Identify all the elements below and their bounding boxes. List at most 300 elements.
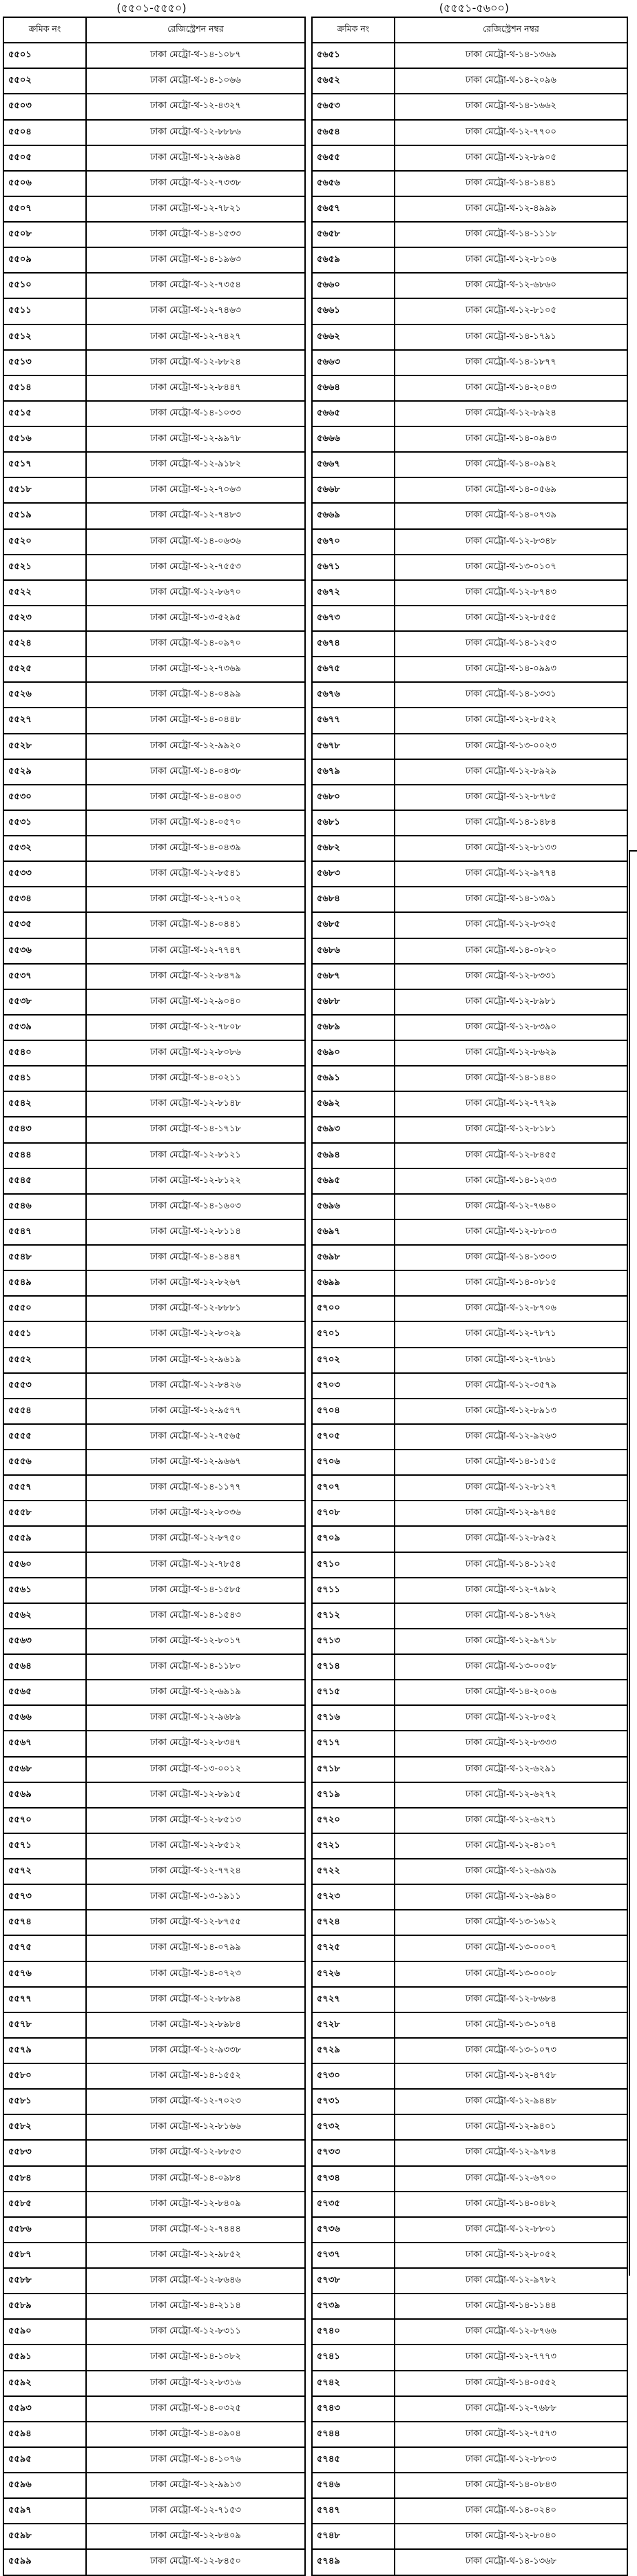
table-row	[3, 989, 305, 1015]
serial-number-cell: ৫৫৪৪	[3, 1143, 86, 1168]
serial-number-cell: ৫৭২৮	[312, 2012, 395, 2038]
registration-number-cell: ঢাকা মেট্রো-থ-১২-৮৪৫০	[86, 2549, 305, 2575]
table-row	[312, 555, 627, 580]
table-row	[3, 298, 305, 324]
serial-number-cell: ৫৬৮৭	[312, 964, 395, 989]
table-row	[3, 2473, 305, 2498]
serial-number-cell: ৫৭৩০	[312, 2063, 395, 2089]
serial-number-cell: ৫৭০৩	[312, 1373, 395, 1399]
table-row	[312, 759, 627, 785]
serial-number-cell: ৫৬৬৪	[312, 375, 395, 401]
table-row	[3, 2549, 305, 2575]
serial-number-cell: ৫৫৪৬	[3, 1194, 86, 1219]
serial-number-cell: ৫৭৪৪	[312, 2422, 395, 2447]
registration-number-cell: ঢাকা মেট্রো-থ-১২-৮৭৫৫	[86, 1910, 305, 1935]
registration-number-cell: ঢাকা মেট্রো-থ-১২-৮১৪৮	[86, 1091, 305, 1117]
serial-number-cell: ৫৫২৩	[3, 606, 86, 631]
registration-number-cell: ঢাকা মেট্রো-থ-১২-৯৯৭৮	[86, 426, 305, 452]
table-row	[3, 1603, 305, 1629]
table-row	[312, 1654, 627, 1680]
serial-number-cell: ৫৫৫৫	[3, 1424, 86, 1450]
table-row	[312, 196, 627, 222]
serial-number-cell: ৫৭০৬	[312, 1450, 395, 1475]
table-row	[3, 1859, 305, 1884]
serial-number-cell: ৫৫২৫	[3, 657, 86, 682]
table-row	[3, 2038, 305, 2063]
serial-number-cell: ৫৫৯২	[3, 2371, 86, 2396]
margin-rule-tick	[629, 850, 637, 852]
table-row	[312, 1603, 627, 1629]
table-row	[312, 1475, 627, 1501]
serial-number-cell: ৫৬৭৩	[312, 606, 395, 631]
registration-number-cell: ঢাকা মেট্রো-থ-১২-৬৯৩৯	[395, 1859, 627, 1884]
table-row	[312, 1117, 627, 1142]
serial-number-cell: ৫৭২৭	[312, 1987, 395, 2012]
table-row	[3, 887, 305, 912]
table-row	[3, 1296, 305, 1321]
registration-number-cell: ঢাকা মেট্রো-থ-১২-৯৬৬৭	[86, 1450, 305, 1475]
serial-number-cell: ৫৭৩২	[312, 2114, 395, 2140]
serial-number-cell: ৫৬৭৫	[312, 657, 395, 682]
table-row	[3, 1910, 305, 1935]
serial-number-cell: ৫৫২১	[3, 555, 86, 580]
serial-number-cell: ৫৫৩০	[3, 785, 86, 810]
table-row	[3, 1040, 305, 1066]
registration-number-cell: ঢাকা মেট্রো-থ-১২-৮১০৫	[395, 298, 627, 324]
serial-number-cell: ৫৭৪৩	[312, 2396, 395, 2422]
registration-number-cell: ঢাকা মেট্রো-থ-১২-৮৬৭০	[86, 580, 305, 606]
registration-number-cell: ঢাকা মেট্রো-থ-১৪-২০৯৬	[395, 68, 627, 94]
serial-number-cell: ৫৫০৪	[3, 120, 86, 145]
serial-number-cell: ৫৫৩৫	[3, 912, 86, 938]
serial-number-cell: ৫৫৭৪	[3, 1910, 86, 1935]
registration-number-cell: ঢাকা মেট্রো-থ-১২-৮৩১১	[86, 2319, 305, 2345]
table-row	[3, 1321, 305, 1347]
serial-number-cell: ৫৬৯৭	[312, 1219, 395, 1245]
registration-number-cell: ঢাকা মেট্রো-থ-১২-৮০২৯	[86, 1321, 305, 1347]
table-row	[312, 1731, 627, 1756]
registration-number-cell: ঢাকা মেট্রো-থ-১২-৮৫১২	[86, 1833, 305, 1859]
serial-number-cell: ৫৬৭৯	[312, 759, 395, 785]
registration-number-cell: ঢাকা মেট্রো-থ-১২-৭৬৪০	[395, 1194, 627, 1219]
serial-number-cell: ৫৫৭৮	[3, 2012, 86, 2038]
registration-number-cell: ঢাকা মেট্রো-থ-১৩-০১০৭	[395, 555, 627, 580]
serial-number-cell: ৫৫৬৫	[3, 1680, 86, 1705]
serial-number-cell: ৫৫৯৮	[3, 2524, 86, 2549]
registration-number-cell: ঢাকা মেট্রো-থ-১২-৮৩১৬	[86, 2371, 305, 2396]
table-row	[3, 1117, 305, 1142]
serial-number-cell: ৫৫৬৯	[3, 1782, 86, 1808]
table-row	[312, 2268, 627, 2294]
serial-number-cell: ৫৫১৮	[3, 477, 86, 503]
table-row	[312, 1348, 627, 1373]
registration-number-cell: ঢাকা মেট্রো-থ-১২-৮৬৮৪	[395, 1987, 627, 2012]
registration-number-cell: ঢাকা মেট্রো-থ-১২-৭৪২৭	[86, 324, 305, 350]
table-row	[3, 2294, 305, 2319]
table-row	[3, 2012, 305, 2038]
table-row	[312, 2012, 627, 2038]
table-row	[3, 2319, 305, 2345]
registration-number-cell: ঢাকা মেট্রো-থ-১২-৭৮০৮	[86, 1015, 305, 1040]
serial-number-cell: ৫৬৯৬	[312, 1194, 395, 1219]
registration-number-cell: ঢাকা মেট্রো-থ-১২-৯৭৮৪	[395, 2140, 627, 2165]
table-row	[312, 1910, 627, 1935]
registration-number-cell: ঢাকা মেট্রো-থ-১২-৮৬২৯	[395, 1040, 627, 1066]
left-range-label: (৫৫০১-৫৫৫০)	[116, 1, 187, 14]
serial-number-cell: ৫৬৬৮	[312, 477, 395, 503]
table-row	[312, 836, 627, 861]
registration-number-cell: ঢাকা মেট্রো-থ-১৪-০৯০৪	[86, 2422, 305, 2447]
table-row	[3, 1219, 305, 1245]
table-row	[312, 2192, 627, 2217]
table-row	[312, 580, 627, 606]
registration-number-cell: ঢাকা মেট্রো-থ-১৪-২০০৬	[395, 1680, 627, 1705]
registration-number-cell: ঢাকা মেট্রো-থ-১২-৭১৫৩	[86, 2498, 305, 2524]
table-row	[312, 1859, 627, 1884]
table-row	[3, 2166, 305, 2192]
registration-number-cell: ঢাকা মেট্রো-থ-১২-৮৪৪৭	[86, 375, 305, 401]
serial-number-cell: ৫৫৫৭	[3, 1475, 86, 1501]
registration-number-cell: ঢাকা মেট্রো-থ-১২-৮৫১৩	[86, 1808, 305, 1833]
serial-number-cell: ৫৫০৫	[3, 145, 86, 171]
serial-number-cell: ৫৭৪৬	[312, 2473, 395, 2498]
table-row	[312, 810, 627, 836]
serial-number-cell: ৫৬৬১	[312, 298, 395, 324]
serial-number-cell: ৫৬৮২	[312, 836, 395, 861]
registration-number-cell: ঢাকা মেট্রো-থ-১৩-১০৭৩	[395, 2038, 627, 2063]
table-row	[3, 1270, 305, 1296]
registration-number-cell: ঢাকা মেট্রো-থ-১৪-০৯৪২	[395, 452, 627, 477]
serial-number-cell: ৫৭১৭	[312, 1731, 395, 1756]
table-row	[3, 2422, 305, 2447]
registration-number-cell: ঢাকা মেট্রো-থ-১৪-১৩৯১	[395, 887, 627, 912]
registration-number-cell: ঢাকা মেট্রো-থ-১৪-০৪৩৯	[86, 836, 305, 861]
registration-number-cell: ঢাকা মেট্রো-থ-১৪-১০৩৩	[86, 401, 305, 426]
table-row	[3, 1757, 305, 1782]
serial-number-cell: ৫৫১৫	[3, 401, 86, 426]
table-row	[312, 1935, 627, 1961]
serial-number-cell: ৫৫৭০	[3, 1808, 86, 1833]
serial-number-cell: ৫৫৭৩	[3, 1884, 86, 1910]
registration-number-cell: ঢাকা মেট্রো-থ-১২-৮৩৩১	[395, 964, 627, 989]
table-row	[3, 2089, 305, 2114]
table-row	[312, 1296, 627, 1321]
serial-number-cell: ৫৭৪১	[312, 2345, 395, 2370]
registration-number-cell: ঢাকা মেট্রো-থ-১২-৯৫৭৭	[86, 1399, 305, 1424]
registration-number-cell: ঢাকা মেট্রো-থ-১২-৮১৬৬	[86, 2114, 305, 2140]
registration-number-cell: ঢাকা মেট্রো-থ-১২-৮০৩৬	[86, 1501, 305, 1526]
serial-number-cell: ৫৭৪৭	[312, 2498, 395, 2524]
serial-number-cell: ৫৭২২	[312, 1859, 395, 1884]
serial-number-cell: ৫৫১৩	[3, 350, 86, 375]
serial-number-cell: ৫৫৬৬	[3, 1705, 86, 1731]
registration-number-cell: ঢাকা মেট্রো-থ-১৪-০৫৬৯	[395, 477, 627, 503]
serial-number-cell: ৫৫৭১	[3, 1833, 86, 1859]
registration-number-cell: ঢাকা মেট্রো-থ-১২-৮৯১৩	[395, 1399, 627, 1424]
table-row	[312, 1015, 627, 1040]
registration-number-cell: ঢাকা মেট্রো-থ-১২-৯৬৮৯	[86, 1705, 305, 1731]
table-row	[3, 810, 305, 836]
serial-number-cell: ৫৭১৩	[312, 1629, 395, 1654]
serial-number-cell: ৫৫৪৯	[3, 1270, 86, 1296]
serial-number-cell: ৫৫৬৭	[3, 1731, 86, 1756]
serial-number-cell: ৫৭২৯	[312, 2038, 395, 2063]
registration-number-cell: ঢাকা মেট্রো-থ-১৪-০৫৭০	[86, 810, 305, 836]
registration-number-cell: ঢাকা মেট্রো-থ-১৪-০৯৭০	[86, 631, 305, 657]
registration-number-cell: ঢাকা মেট্রো-থ-১২-৮৪৭৯	[86, 964, 305, 989]
table-row	[3, 1015, 305, 1040]
serial-number-cell: ৫৬৮৪	[312, 887, 395, 912]
serial-number-cell: ৫৫৭৯	[3, 2038, 86, 2063]
table-row	[3, 836, 305, 861]
table-row	[312, 1526, 627, 1552]
table-row	[3, 708, 305, 733]
serial-number-cell: ৫৬৭০	[312, 529, 395, 555]
registration-number-cell: ঢাকা মেট্রো-থ-১২-৭৪৪৪	[86, 2217, 305, 2243]
serial-number-cell: ৫৭০১	[312, 1321, 395, 1347]
table-row	[3, 1935, 305, 1961]
table-row	[3, 1526, 305, 1552]
serial-number-cell: ৫৭৩১	[312, 2089, 395, 2114]
registration-number-cell: ঢাকা মেট্রো-থ-১৪-২১১৪	[86, 2294, 305, 2319]
table-row	[3, 1961, 305, 1987]
serial-number-cell: ৫৫৬২	[3, 1603, 86, 1629]
registration-number-cell: ঢাকা মেট্রো-থ-১৪-১৮৭৭	[395, 350, 627, 375]
serial-number-cell: ৫৫২৭	[3, 708, 86, 733]
registration-number-cell: ঢাকা মেট্রো-থ-১৪-১৫৪৩	[86, 1603, 305, 1629]
table-row	[3, 1884, 305, 1910]
registration-number-cell: ঢাকা মেট্রো-থ-১২-৮১২৭	[395, 1475, 627, 1501]
table-row	[3, 2063, 305, 2089]
registration-number-cell: ঢাকা মেট্রো-থ-১২-৯৬১৯	[86, 1348, 305, 1373]
table-row	[312, 2089, 627, 2114]
table-row	[312, 1629, 627, 1654]
table-row	[3, 1501, 305, 1526]
serial-number-cell: ৫৭৪৯	[312, 2549, 395, 2575]
serial-number-cell: ৫৫৫০	[3, 1296, 86, 1321]
table-row	[3, 1066, 305, 1091]
serial-number-cell: ৫৬৯৪	[312, 1143, 395, 1168]
registration-number-cell: ঢাকা মেট্রো-থ-১২-৬২৯১	[395, 1757, 627, 1782]
table-row	[312, 1578, 627, 1603]
table-row	[312, 1884, 627, 1910]
registration-number-cell: ঢাকা মেট্রো-থ-১২-৭৫৬৫	[86, 1424, 305, 1450]
table-row	[312, 1450, 627, 1475]
serial-number-cell: ৫৭৩৭	[312, 2243, 395, 2268]
serial-number-cell: ৫৭২৬	[312, 1961, 395, 1987]
table-row	[312, 1399, 627, 1424]
registration-number-cell: ঢাকা মেট্রো-থ-১২-৮৪২৬	[86, 1373, 305, 1399]
serial-number-cell: ৫৬৭২	[312, 580, 395, 606]
registration-number-cell: ঢাকা মেট্রো-থ-১২-৭৭৪৭	[86, 938, 305, 964]
registration-number-cell: ঢাকা মেট্রো-থ-১৪-০৯৪৩	[395, 426, 627, 452]
registration-number-cell: ঢাকা মেট্রো-থ-১৪-১০৮২	[86, 2345, 305, 2370]
serial-number-cell: ৫৫৮৫	[3, 2192, 86, 2217]
serial-number-cell: ৫৬৯৩	[312, 1117, 395, 1142]
registration-number-cell: ঢাকা মেট্রো-থ-১৪-১১৭৭	[86, 1475, 305, 1501]
table-row	[3, 503, 305, 528]
table-row	[3, 2268, 305, 2294]
table-row	[312, 785, 627, 810]
table-row	[312, 1143, 627, 1168]
serial-number-cell: ৫৬৯৮	[312, 1245, 395, 1270]
serial-number-cell: ৫৭১৯	[312, 1782, 395, 1808]
serial-number-cell: ৫৭০৯	[312, 1526, 395, 1552]
serial-number-cell: ৫৭০০	[312, 1296, 395, 1321]
serial-number-cell: ৫৭১৪	[312, 1654, 395, 1680]
registration-number-cell: ঢাকা মেট্রো-থ-১২-৮০৮৬	[86, 1040, 305, 1066]
registration-number-cell: ঢাকা মেট্রো-থ-১৪-০৭২৩	[86, 1961, 305, 1987]
serial-number-cell: ৫৫৯৩	[3, 2396, 86, 2422]
serial-number-cell: ৫৫৮৭	[3, 2243, 86, 2268]
serial-number-cell: ৫৬৬০	[312, 273, 395, 298]
table-row	[312, 708, 627, 733]
table-row	[3, 759, 305, 785]
serial-number-cell: ৫৫৮১	[3, 2089, 86, 2114]
table-row	[312, 912, 627, 938]
table-row	[3, 631, 305, 657]
table-row	[3, 1731, 305, 1756]
table-row	[3, 1680, 305, 1705]
table-row	[3, 2371, 305, 2396]
serial-number-cell: ৫৬৮৮	[312, 989, 395, 1015]
table-row	[3, 120, 305, 145]
registration-number-cell: ঢাকা মেট্রো-থ-১৪-০৭৩৯	[395, 503, 627, 528]
serial-number-cell: ৫৬৮৬	[312, 938, 395, 964]
serial-number-cell: ৫৭৩৯	[312, 2294, 395, 2319]
serial-number-cell: ৫৫৭২	[3, 1859, 86, 1884]
serial-number-cell: ৫৫৪৩	[3, 1117, 86, 1142]
registration-number-cell: ঢাকা মেট্রো-থ-১৪-১৭৯১	[395, 324, 627, 350]
registration-number-cell: ঢাকা মেট্রো-থ-১২-৮৩৪৮	[395, 529, 627, 555]
serial-number-cell: ৫৭০৮	[312, 1501, 395, 1526]
table-row	[312, 1245, 627, 1270]
table-row	[3, 1705, 305, 1731]
registration-number-cell: ঢাকা মেট্রো-থ-১২-৬২৭১	[395, 1808, 627, 1833]
table-row	[312, 1270, 627, 1296]
table-row	[312, 2549, 627, 2575]
serial-number-cell: ৫৫৩২	[3, 836, 86, 861]
right-registration-table	[311, 17, 628, 2576]
table-row	[312, 1194, 627, 1219]
serial-number-cell: ৫৬৫১	[312, 43, 395, 68]
serial-number-cell: ৫৭৪৫	[312, 2447, 395, 2473]
registration-number-cell: ঢাকা মেট্রো-থ-১২-৭৫৭৩	[395, 2422, 627, 2447]
registration-number-cell: ঢাকা মেট্রো-থ-১৪-১৩৩১	[395, 682, 627, 708]
registration-number-cell: ঢাকা মেট্রো-থ-১৪-১৫৮৫	[86, 1578, 305, 1603]
table-row	[312, 2345, 627, 2370]
table-row	[312, 861, 627, 887]
table-row	[3, 145, 305, 171]
registration-number-cell: ঢাকা মেট্রো-থ-১২-৮৩৩৩	[395, 1731, 627, 1756]
serial-column-header: ক্রমিক নং	[312, 17, 395, 43]
table-row	[312, 989, 627, 1015]
registration-number-cell: ঢাকা মেট্রো-থ-১৪-০৫৫২	[395, 2371, 627, 2396]
registration-number-cell: ঢাকা মেট্রো-থ-১২-৮১০৬	[395, 247, 627, 273]
table-row	[312, 1757, 627, 1782]
serial-number-cell: ৫৬৮১	[312, 810, 395, 836]
registration-number-cell: ঢাকা মেট্রো-থ-১৪-০২১১	[86, 1066, 305, 1091]
registration-number-cell: ঢাকা মেট্রো-থ-১২-৮১১৪	[86, 1219, 305, 1245]
table-row	[3, 171, 305, 196]
table-row	[3, 657, 305, 682]
serial-number-cell: ৫৫০৭	[3, 196, 86, 222]
table-row	[312, 145, 627, 171]
serial-number-cell: ৫৫১২	[3, 324, 86, 350]
registration-number-cell: ঢাকা মেট্রো-থ-১৪-২০৪৩	[395, 375, 627, 401]
serial-number-cell: ৫৫০৬	[3, 171, 86, 196]
registration-number-cell: ঢাকা মেট্রো-থ-১৪-০৪৪৮	[86, 708, 305, 733]
table-row	[312, 657, 627, 682]
serial-number-cell: ৫৫৬১	[3, 1578, 86, 1603]
serial-number-cell: ৫৬৬৯	[312, 503, 395, 528]
table-row	[312, 1040, 627, 1066]
serial-number-cell: ৫৬৭৪	[312, 631, 395, 657]
table-row	[312, 2473, 627, 2498]
registration-number-cell: ঢাকা মেট্রো-থ-১৪-০৪৯৯	[86, 682, 305, 708]
registration-number-cell: ঢাকা মেট্রো-থ-১২-৮৮৫৩	[86, 2140, 305, 2165]
registration-number-cell: ঢাকা মেট্রো-থ-১২-৮৯৮১	[395, 989, 627, 1015]
registration-number-cell: ঢাকা মেট্রো-থ-১২-৮৯৮৪	[86, 2012, 305, 2038]
registration-number-cell: ঢাকা মেট্রো-থ-১২-৩৫৭৯	[395, 1373, 627, 1399]
table-row	[3, 1450, 305, 1475]
registration-number-cell: ঢাকা মেট্রো-থ-১২-৯২৬৩	[395, 1424, 627, 1450]
table-row	[312, 452, 627, 477]
table-row	[3, 68, 305, 94]
serial-number-cell: ৫৭৪৮	[312, 2524, 395, 2549]
registration-number-cell: ঢাকা মেট্রো-থ-১৪-১৩০৩	[395, 1245, 627, 1270]
registration-number-cell: ঢাকা মেট্রো-থ-১৪-১৪৪৭	[86, 1245, 305, 1270]
table-row	[312, 2063, 627, 2089]
table-row	[3, 452, 305, 477]
registration-number-cell: ঢাকা মেট্রো-থ-১৪-০৪০৩	[86, 785, 305, 810]
serial-number-cell: ৫৫২৮	[3, 734, 86, 759]
serial-number-cell: ৫৭৩৮	[312, 2268, 395, 2294]
registration-number-cell: ঢাকা মেট্রো-থ-১২-৬৮৬০	[395, 273, 627, 298]
serial-number-cell: ৫৫৩৩	[3, 861, 86, 887]
table-row	[3, 1348, 305, 1373]
left-registration-table	[3, 17, 306, 2576]
table-row	[312, 529, 627, 555]
registration-number-cell: ঢাকা মেট্রো-থ-১২-৮৭৫০	[86, 1526, 305, 1552]
registration-number-cell: ঢাকা মেট্রো-থ-১৪-১৭৬২	[395, 1603, 627, 1629]
serial-number-cell: ৫৭২১	[312, 1833, 395, 1859]
registration-number-cell: ঢাকা মেট্রো-থ-১২-৮৩২৫	[395, 912, 627, 938]
serial-number-cell: ৫৫৬৮	[3, 1757, 86, 1782]
serial-number-cell: ৫৬৫৩	[312, 94, 395, 119]
serial-number-cell: ৫৫৯০	[3, 2319, 86, 2345]
table-row	[312, 298, 627, 324]
registration-number-cell: ঢাকা মেট্রো-থ-১২-৮৫২২	[395, 708, 627, 733]
registration-number-cell: ঢাকা মেট্রো-থ-১২-৬৭০০	[395, 2166, 627, 2192]
serial-number-cell: ৫৬৬৬	[312, 426, 395, 452]
table-row	[312, 2422, 627, 2447]
registration-number-cell: ঢাকা মেট্রো-থ-১৪-০৯৮৪	[86, 2166, 305, 2192]
serial-number-cell: ৫৭৩৪	[312, 2166, 395, 2192]
table-row	[3, 682, 305, 708]
registration-number-cell: ঢাকা মেট্রো-থ-১২-৯৭৭৪	[395, 861, 627, 887]
registration-number-cell: ঢাকা মেট্রো-থ-১২-৮৮২৪	[86, 350, 305, 375]
registration-number-cell: ঢাকা মেট্রো-থ-১৩-১৬১২	[395, 1910, 627, 1935]
registration-number-cell: ঢাকা মেট্রো-থ-১৪-০৬৩৬	[86, 529, 305, 555]
table-row	[3, 2217, 305, 2243]
registration-number-cell: ঢাকা মেট্রো-থ-১৪-১১৪৪	[395, 2294, 627, 2319]
table-row	[3, 912, 305, 938]
registration-number-cell: ঢাকা মেট্রো-থ-১২-৮৫৫৫	[395, 606, 627, 631]
table-row	[312, 43, 627, 68]
serial-number-cell: ৫৬৯১	[312, 1066, 395, 1091]
registration-number-cell: ঢাকা মেট্রো-থ-১২-৮৯৫২	[395, 1526, 627, 1552]
